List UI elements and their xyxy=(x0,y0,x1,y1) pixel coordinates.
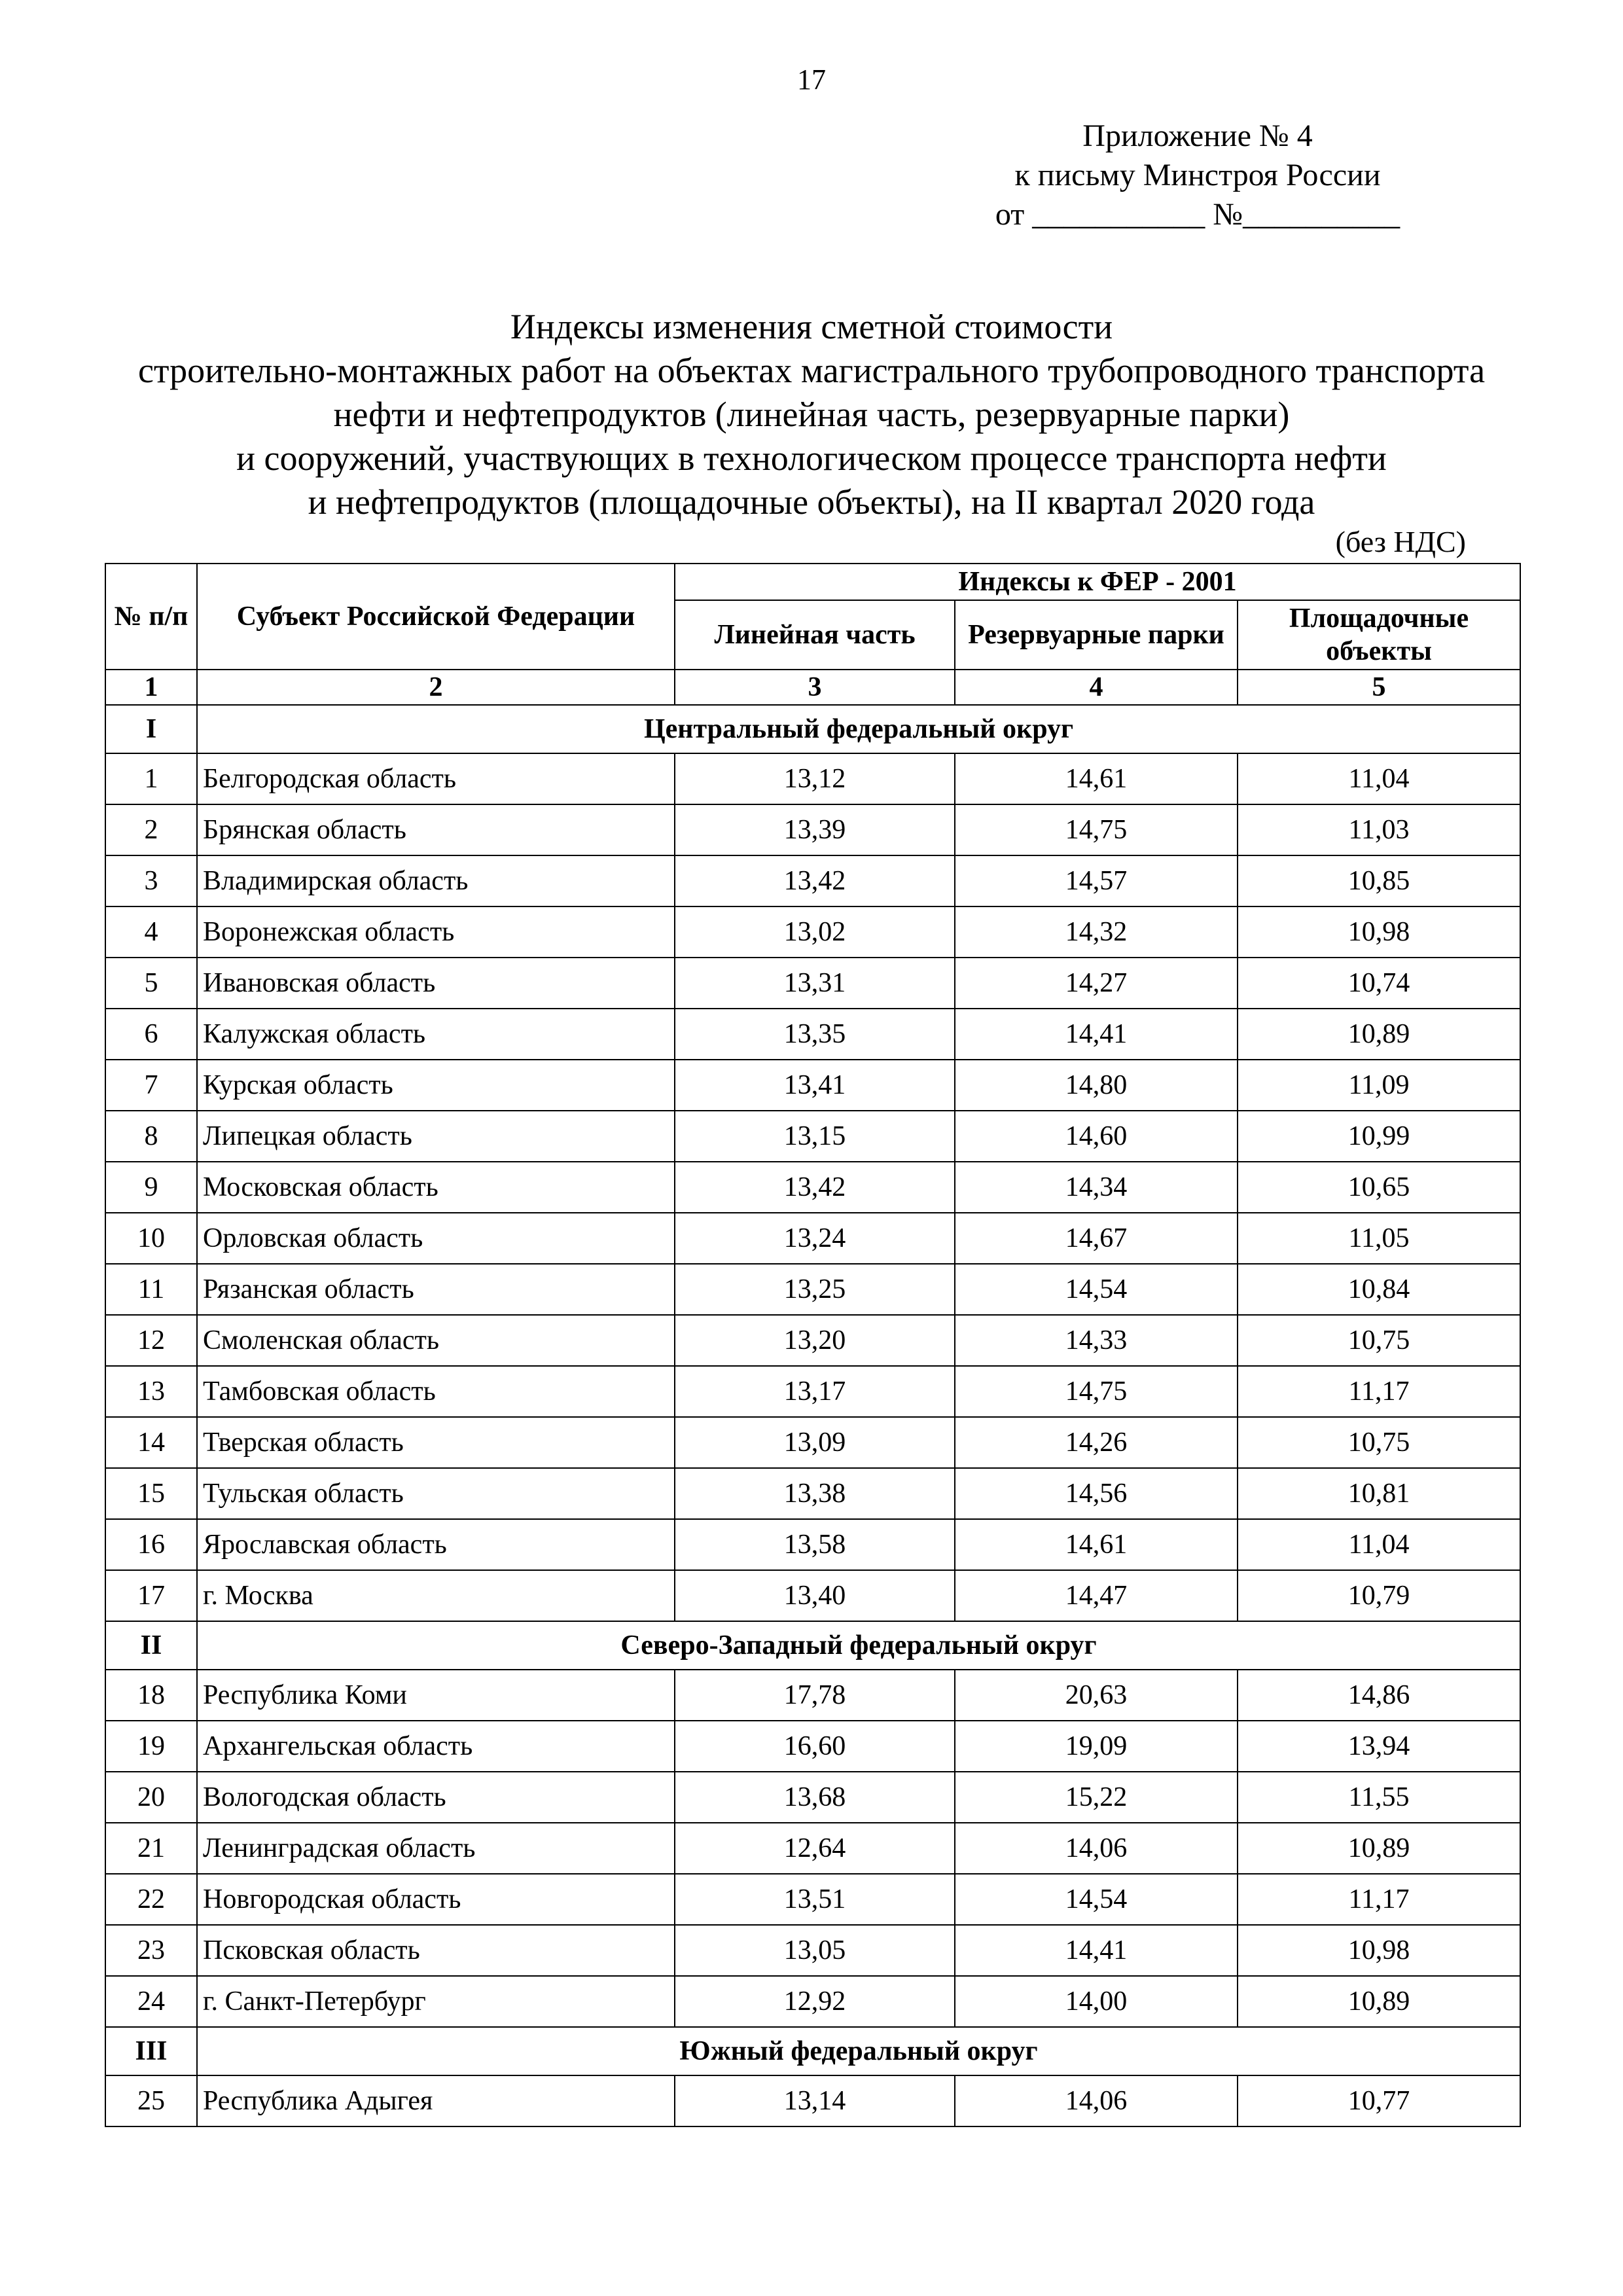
tank-park-index: 14,06 xyxy=(955,1823,1238,1874)
linear-index: 13,14 xyxy=(675,2075,955,2126)
linear-index: 13,17 xyxy=(675,1366,955,1417)
linear-index: 17,78 xyxy=(675,1670,955,1721)
tank-park-index: 14,06 xyxy=(955,2075,1238,2126)
site-objects-index: 11,04 xyxy=(1238,753,1520,804)
linear-index: 13,68 xyxy=(675,1772,955,1823)
column-number: 3 xyxy=(675,670,955,705)
title-line: и сооружений, участвующих в технологическом процессе транспорта нефти xyxy=(236,439,1387,478)
linear-index: 13,20 xyxy=(675,1315,955,1366)
page-number: 17 xyxy=(797,63,826,96)
subject-name: г. Москва xyxy=(197,1570,675,1621)
subject-name: Московская область xyxy=(197,1162,675,1213)
header-site: Площадочные объекты xyxy=(1238,600,1520,670)
subject-name: Белгородская область xyxy=(197,753,675,804)
indices-table xyxy=(105,563,1521,2127)
row-number: 3 xyxy=(105,855,197,906)
linear-index: 13,35 xyxy=(675,1009,955,1060)
table-row xyxy=(105,1111,1520,1162)
header-linear: Линейная часть xyxy=(675,600,955,670)
site-objects-index: 10,89 xyxy=(1238,1976,1520,2027)
title-line: строительно-монтажных работ на объектах магистрального трубопроводного транспорта xyxy=(137,351,1486,390)
table-row xyxy=(105,1670,1520,1721)
header-fer-group: Индексы к ФЕР - 2001 xyxy=(675,564,1520,600)
subject-name: Ленинградская область xyxy=(197,1823,675,1874)
tank-park-index: 14,34 xyxy=(955,1162,1238,1213)
row-number: 18 xyxy=(105,1670,197,1721)
site-objects-index: 13,94 xyxy=(1238,1721,1520,1772)
table-row xyxy=(105,1925,1520,1976)
site-objects-index: 10,75 xyxy=(1238,1315,1520,1366)
table-row xyxy=(105,1417,1520,1468)
subject-name: Тамбовская область xyxy=(197,1366,675,1417)
table-row xyxy=(105,2075,1520,2126)
row-number: 2 xyxy=(105,804,197,855)
table-row xyxy=(105,958,1520,1009)
row-number: 25 xyxy=(105,2075,197,2126)
linear-index: 12,64 xyxy=(675,1823,955,1874)
site-objects-index: 11,05 xyxy=(1238,1213,1520,1264)
subject-name: Псковская область xyxy=(197,1925,675,1976)
site-objects-index: 10,77 xyxy=(1238,2075,1520,2126)
linear-index: 13,15 xyxy=(675,1111,955,1162)
row-number: 7 xyxy=(105,1060,197,1111)
site-objects-index: 10,75 xyxy=(1238,1417,1520,1468)
site-objects-index: 10,99 xyxy=(1238,1111,1520,1162)
subject-name: Владимирская область xyxy=(197,855,675,906)
table-row xyxy=(105,753,1520,804)
linear-index: 13,51 xyxy=(675,1874,955,1925)
tank-park-index: 14,61 xyxy=(955,753,1238,804)
subject-name: Калужская область xyxy=(197,1009,675,1060)
column-number: 5 xyxy=(1238,670,1520,705)
site-objects-index: 11,04 xyxy=(1238,1519,1520,1570)
subject-name: Архангельская область xyxy=(197,1721,675,1772)
subject-name: Курская область xyxy=(197,1060,675,1111)
subject-name: Тверская область xyxy=(197,1417,675,1468)
tank-park-index: 14,00 xyxy=(955,1976,1238,2027)
subject-name: Ивановская область xyxy=(197,958,675,1009)
row-number: 22 xyxy=(105,1874,197,1925)
linear-index: 13,09 xyxy=(675,1417,955,1468)
site-objects-index: 11,55 xyxy=(1238,1772,1520,1823)
tank-park-index: 14,75 xyxy=(955,804,1238,855)
subject-name: Вологодская область xyxy=(197,1772,675,1823)
column-number: 4 xyxy=(955,670,1238,705)
linear-index: 13,02 xyxy=(675,906,955,958)
table-row xyxy=(105,1315,1520,1366)
subject-name: Липецкая область xyxy=(197,1111,675,1162)
subject-name: Республика Адыгея xyxy=(197,2075,675,2126)
section-row xyxy=(105,1621,1520,1670)
table-row xyxy=(105,1162,1520,1213)
header-tank: Резервуарные парки xyxy=(955,600,1238,670)
linear-index: 13,12 xyxy=(675,753,955,804)
table-row xyxy=(105,1213,1520,1264)
appendix-reference xyxy=(969,117,1427,234)
linear-index: 13,05 xyxy=(675,1925,955,1976)
subject-name: Брянская область xyxy=(197,804,675,855)
tank-park-index: 14,54 xyxy=(955,1874,1238,1925)
subject-name: Рязанская область xyxy=(197,1264,675,1315)
tank-park-index: 14,54 xyxy=(955,1264,1238,1315)
row-number: 14 xyxy=(105,1417,197,1468)
site-objects-index: 10,81 xyxy=(1238,1468,1520,1519)
table-row xyxy=(105,1009,1520,1060)
row-number: 13 xyxy=(105,1366,197,1417)
row-number: 24 xyxy=(105,1976,197,2027)
subject-name: Смоленская область xyxy=(197,1315,675,1366)
row-number: 6 xyxy=(105,1009,197,1060)
appendix-date-number: от ___________ №__________ xyxy=(995,197,1400,232)
table-row xyxy=(105,1366,1520,1417)
linear-index: 13,25 xyxy=(675,1264,955,1315)
linear-index: 13,42 xyxy=(675,855,955,906)
tank-park-index: 19,09 xyxy=(955,1721,1238,1772)
site-objects-index: 10,89 xyxy=(1238,1823,1520,1874)
row-number: 19 xyxy=(105,1721,197,1772)
subject-name: Воронежская область xyxy=(197,906,675,958)
appendix-number: Приложение № 4 xyxy=(1082,118,1313,153)
table-row xyxy=(105,1264,1520,1315)
tank-park-index: 14,32 xyxy=(955,906,1238,958)
table-row xyxy=(105,1060,1520,1111)
linear-index: 13,38 xyxy=(675,1468,955,1519)
tank-park-index: 14,56 xyxy=(955,1468,1238,1519)
linear-index: 13,58 xyxy=(675,1519,955,1570)
row-number: 9 xyxy=(105,1162,197,1213)
linear-index: 13,42 xyxy=(675,1162,955,1213)
table-row xyxy=(105,1976,1520,2027)
section-row xyxy=(105,705,1520,753)
subject-name: Орловская область xyxy=(197,1213,675,1264)
table-row xyxy=(105,1468,1520,1519)
header-num: № п/п xyxy=(105,564,197,670)
tank-park-index: 14,41 xyxy=(955,1925,1238,1976)
row-number: 23 xyxy=(105,1925,197,1976)
table-row xyxy=(105,1874,1520,1925)
tank-park-index: 14,33 xyxy=(955,1315,1238,1366)
section-title: Центральный федеральный округ xyxy=(197,705,1520,753)
column-number-row xyxy=(105,670,1520,705)
site-objects-index: 11,17 xyxy=(1238,1874,1520,1925)
row-number: 17 xyxy=(105,1570,197,1621)
tank-park-index: 14,80 xyxy=(955,1060,1238,1111)
subject-name: Республика Коми xyxy=(197,1670,675,1721)
linear-index: 13,24 xyxy=(675,1213,955,1264)
section-title: Южный федеральный округ xyxy=(197,2027,1520,2075)
table-row xyxy=(105,1823,1520,1874)
table-row xyxy=(105,906,1520,958)
row-number: 5 xyxy=(105,958,197,1009)
tank-park-index: 14,47 xyxy=(955,1570,1238,1621)
document-title xyxy=(65,305,1558,524)
tank-park-index: 14,41 xyxy=(955,1009,1238,1060)
table-row xyxy=(105,855,1520,906)
tank-park-index: 15,22 xyxy=(955,1772,1238,1823)
table-row xyxy=(105,1721,1520,1772)
title-line: и нефтепродуктов (площадочные объекты), на II квартал 2020 года xyxy=(308,482,1315,522)
site-objects-index: 10,84 xyxy=(1238,1264,1520,1315)
table-row xyxy=(105,804,1520,855)
section-roman-numeral: I xyxy=(105,705,197,753)
linear-index: 13,41 xyxy=(675,1060,955,1111)
row-number: 21 xyxy=(105,1823,197,1874)
subject-name: г. Санкт-Петербург xyxy=(197,1976,675,2027)
section-row xyxy=(105,2027,1520,2075)
row-number: 10 xyxy=(105,1213,197,1264)
section-roman-numeral: II xyxy=(105,1621,197,1670)
table-row xyxy=(105,1570,1520,1621)
tank-park-index: 14,57 xyxy=(955,855,1238,906)
site-objects-index: 10,79 xyxy=(1238,1570,1520,1621)
row-number: 1 xyxy=(105,753,197,804)
linear-index: 13,40 xyxy=(675,1570,955,1621)
column-number: 2 xyxy=(197,670,675,705)
table-row xyxy=(105,1772,1520,1823)
subject-name: Новгородская область xyxy=(197,1874,675,1925)
row-number: 16 xyxy=(105,1519,197,1570)
tank-park-index: 14,75 xyxy=(955,1366,1238,1417)
tank-park-index: 20,63 xyxy=(955,1670,1238,1721)
site-objects-index: 10,74 xyxy=(1238,958,1520,1009)
subject-name: Ярославская область xyxy=(197,1519,675,1570)
subject-name: Тульская область xyxy=(197,1468,675,1519)
title-line: Индексы изменения сметной стоимости xyxy=(510,307,1113,346)
column-number: 1 xyxy=(105,670,197,705)
linear-index: 12,92 xyxy=(675,1976,955,2027)
linear-index: 16,60 xyxy=(675,1721,955,1772)
tank-park-index: 14,27 xyxy=(955,958,1238,1009)
section-title: Северо-Западный федеральный округ xyxy=(197,1621,1520,1670)
row-number: 11 xyxy=(105,1264,197,1315)
tank-park-index: 14,61 xyxy=(955,1519,1238,1570)
title-line: нефти и нефтепродуктов (линейная часть, резервуарные парки) xyxy=(333,395,1290,434)
site-objects-index: 10,85 xyxy=(1238,855,1520,906)
vat-note: (без НДС) xyxy=(1335,525,1466,558)
tank-park-index: 14,60 xyxy=(955,1111,1238,1162)
site-objects-index: 10,65 xyxy=(1238,1162,1520,1213)
appendix-letter-ref: к письму Минстроя России xyxy=(1014,158,1381,192)
header-subject: Субъект Российской Федерации xyxy=(197,564,675,670)
row-number: 8 xyxy=(105,1111,197,1162)
site-objects-index: 11,03 xyxy=(1238,804,1520,855)
linear-index: 13,31 xyxy=(675,958,955,1009)
site-objects-index: 14,86 xyxy=(1238,1670,1520,1721)
site-objects-index: 11,17 xyxy=(1238,1366,1520,1417)
site-objects-index: 10,98 xyxy=(1238,1925,1520,1976)
table-row xyxy=(105,1519,1520,1570)
row-number: 12 xyxy=(105,1315,197,1366)
tank-park-index: 14,26 xyxy=(955,1417,1238,1468)
row-number: 20 xyxy=(105,1772,197,1823)
row-number: 15 xyxy=(105,1468,197,1519)
row-number: 4 xyxy=(105,906,197,958)
linear-index: 13,39 xyxy=(675,804,955,855)
site-objects-index: 10,89 xyxy=(1238,1009,1520,1060)
section-roman-numeral: III xyxy=(105,2027,197,2075)
tank-park-index: 14,67 xyxy=(955,1213,1238,1264)
site-objects-index: 11,09 xyxy=(1238,1060,1520,1111)
site-objects-index: 10,98 xyxy=(1238,906,1520,958)
